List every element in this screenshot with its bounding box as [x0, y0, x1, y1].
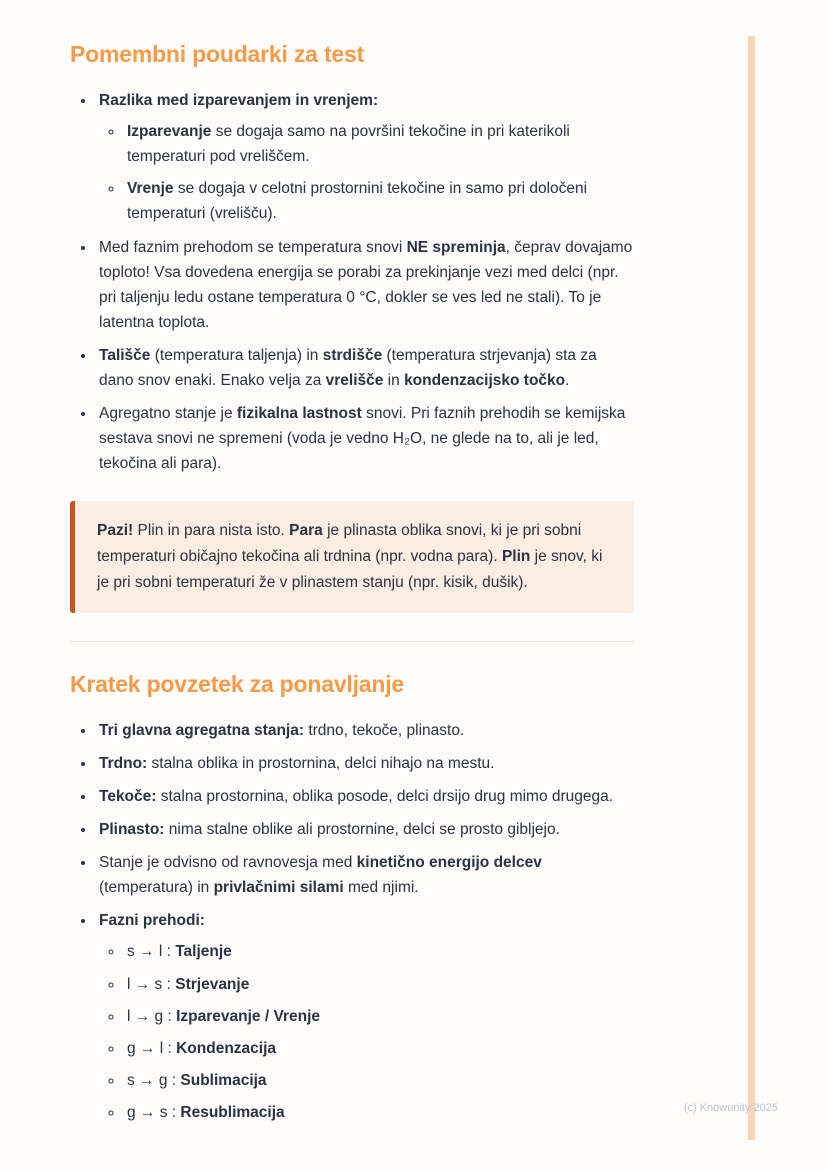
bullet-item	[96, 784, 634, 809]
bold-text-run: vrelišče	[325, 372, 384, 390]
text-run: Med faznim prehodom se temperatura snovi	[99, 238, 407, 256]
text-run: trdno, tekoče, plinasto.	[304, 721, 465, 739]
text-run: Agregatno stanje je	[99, 405, 237, 423]
text-run: l → g :	[127, 1007, 177, 1025]
section-summary	[70, 670, 634, 1125]
bullet-list-summary	[70, 718, 634, 1125]
bold-text-run: privlačnimi silami	[213, 879, 344, 897]
bullet-item	[96, 235, 634, 335]
text-run: je plinasta oblika snovi, ki je pri sobni temperaturi običajno tekočina ali trdnina (npr. vodna para).	[97, 521, 582, 565]
bold-text-run: Para	[289, 521, 323, 539]
sub-bullet-item	[124, 972, 634, 997]
sub-bullet-item	[124, 1004, 634, 1029]
text-run: med njimi.	[343, 879, 419, 897]
text-run: g → s :	[127, 1104, 181, 1122]
bold-text-run: Pazi!	[97, 521, 134, 539]
bullet-item	[96, 850, 634, 900]
document-content	[70, 40, 634, 1133]
text-run: se dogaja samo na površini tekočine in pri katerikoli temperaturi pod vreliščem.	[127, 123, 570, 166]
warning-callout	[70, 501, 634, 613]
text-run: in	[383, 372, 405, 390]
text-run: Plin in para nista isto.	[133, 521, 290, 539]
text-run: g → l :	[127, 1039, 177, 1057]
bullet-item	[96, 343, 634, 393]
sub-bullet-item	[124, 1036, 634, 1061]
text-run: l → s :	[127, 975, 176, 993]
text-run: s → l :	[127, 943, 176, 961]
text-run: stalna oblika in prostornina, delci nihajo na mestu.	[147, 754, 495, 772]
bold-text-run: Tališče	[99, 347, 151, 365]
bullet-list-test-highlights	[70, 88, 634, 477]
section-divider	[70, 641, 634, 642]
bullet-item	[96, 751, 634, 776]
bold-text-run: Izparevanje	[127, 123, 212, 141]
section-test-highlights	[70, 40, 634, 613]
text-run: se dogaja v celotni prostornini tekočine in samo pri določeni temperaturi (vrelišču).	[127, 180, 588, 223]
bullet-item	[96, 908, 634, 1125]
bullet-item	[96, 401, 634, 476]
section-title-summary: Kratek povzetek za ponavljanje	[70, 670, 405, 697]
sub-bullet-item	[124, 176, 634, 226]
bold-text-run: Plin	[501, 547, 531, 565]
bold-text-run: NE spreminja	[406, 238, 506, 256]
text-run: s → g :	[127, 1071, 181, 1089]
page-edge-accent-bar	[748, 36, 755, 1140]
bold-text-run: Trdno:	[99, 754, 148, 772]
bold-text-run: Izparevanje / Vrenje	[176, 1007, 320, 1025]
bold-text-run: Tekoče:	[99, 787, 157, 805]
text-run: Stanje je odvisno od ravnovesja med	[99, 854, 357, 872]
bullet-item	[96, 88, 634, 227]
sub-bullet-item	[124, 119, 634, 169]
bold-text-run: Kondenzacija	[176, 1039, 277, 1057]
bold-text-run: Vrenje	[127, 180, 174, 198]
bold-text-run: Tri glavna agregatna stanja:	[99, 721, 305, 739]
bold-text-run: Sublimacija	[180, 1071, 267, 1089]
bullet-item	[96, 817, 634, 842]
bold-text-run: Resublimacija	[180, 1104, 285, 1122]
text-run: , čeprav dovajamo toploto! Vsa dovedena energija se porabi za prekinjanje vezi med delci (npr. pri taljenju ledu ostane temperatura 0 °C, dokler se ves led ne stali). To je latentna toplota.	[99, 238, 633, 331]
bold-text-run: Razlika med izparevanjem in vrenjem:	[99, 92, 379, 110]
sub-bullet-item	[124, 1100, 634, 1125]
bold-text-run: strdišče	[322, 347, 383, 365]
warning-callout-text	[97, 518, 610, 596]
sub-bullet-list	[99, 939, 634, 1125]
section-title-test-highlights: Pomembni poudarki za test	[70, 41, 365, 67]
bold-text-run: kinetično energijo delcev	[356, 854, 542, 872]
bullet-item	[96, 718, 634, 743]
bold-text-run: kondenzacijsko točko	[404, 372, 566, 390]
bold-text-run: Taljenje	[175, 943, 232, 961]
text-run: (temperatura) in	[99, 879, 214, 897]
text-run: nima stalne oblike ali prostornine, delci se prosto gibljejo.	[164, 821, 560, 839]
copyright-notice: (c) Knowunity 2025	[683, 1102, 778, 1114]
text-run: (temperatura taljenja) in	[150, 347, 323, 365]
bold-text-run: Fazni prehodi:	[99, 912, 205, 930]
text-run: .	[565, 372, 570, 390]
text-run: snovi. Pri faznih prehodih se kemijska sestava snovi ne spremeni (voda je vedno H₂O, ne glede na to, ali je led, tekočina ali para).	[99, 405, 626, 473]
bold-text-run: fizikalna lastnost	[236, 405, 362, 423]
sub-bullet-item	[124, 939, 634, 964]
sub-bullet-list	[99, 119, 634, 226]
bold-text-run: Strjevanje	[175, 975, 250, 993]
text-run: (temperatura strjevanja) sta za dano snov enaki. Enako velja za	[99, 347, 597, 390]
text-run: je snov, ki je pri sobni temperaturi že v plinastem stanju (npr. kisik, dušik).	[97, 547, 603, 591]
text-run: stalna prostornina, oblika posode, delci drsijo drug mimo drugega.	[156, 787, 614, 805]
sub-bullet-item	[124, 1068, 634, 1093]
bold-text-run: Plinasto:	[99, 821, 165, 839]
